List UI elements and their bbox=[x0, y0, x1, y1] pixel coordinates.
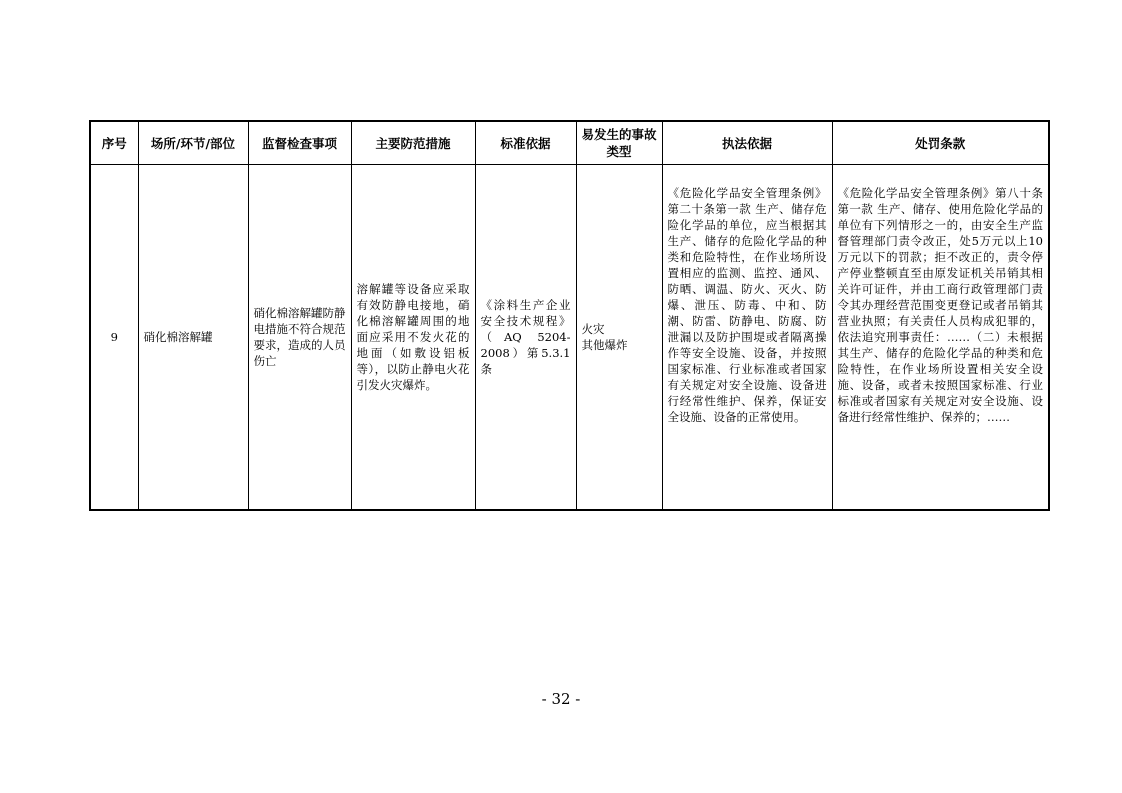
cell-no: 9 bbox=[90, 165, 138, 511]
cell-penalty: 《危险化学品安全管理条例》第八十条第一款 生产、储存、使用危险化学品的单位有下列情形之一的，由安全生产监督管理部门责令改正，处5万元以上10万元以下的罚款；拒不改正的，责令停产停业整顿直至由原发证机关吊销其相关许可证件，并由工商行政管理部门责令其办理经营范围变更登记或者吊销其营业执照；有关责任人员构成犯罪的，依法追究刑事责任：……（二）未根据其生产、储存的危险化学品的种类和危险特性，在作业场所设置相关安全设施、设备，或者未按照国家标准、行业标准或者国家有关规定对安全设施、设备进行经常性维护、保养的；…… bbox=[832, 165, 1049, 511]
header-place: 场所/环节/部位 bbox=[138, 121, 248, 165]
header-penalty: 处罚条款 bbox=[832, 121, 1049, 165]
cell-accident: 火灾 其他爆炸 bbox=[576, 165, 662, 511]
header-law-basis: 执法依据 bbox=[662, 121, 832, 165]
regulation-table bbox=[89, 120, 1050, 511]
table-header-row bbox=[90, 121, 1049, 165]
cell-law-basis: 《危险化学品安全管理条例》第二十条第一款 生产、储存危险化学品的单位，应当根据其生产、储存的危险化学品的种类和危险特性，在作业场所设置相应的监测、监控、通风、防晒、调温、防火、灭火、防爆、泄压、防毒、中和、防潮、防雷、防静电、防腐、防泄漏以及防护围堤或者隔离操作等安全设施、设备，并按照国家标准、行业标准或者国家有关规定对安全设施、设备进行经常性维护、保养，保证安全设施、设备的正常使用。 bbox=[662, 165, 832, 511]
header-measures: 主要防范措施 bbox=[351, 121, 475, 165]
header-item: 监督检查事项 bbox=[248, 121, 351, 165]
header-no: 序号 bbox=[90, 121, 138, 165]
header-standard: 标准依据 bbox=[475, 121, 576, 165]
cell-item: 硝化棉溶解罐防静电措施不符合规范要求，造成的人员伤亡 bbox=[248, 165, 351, 511]
cell-place: 硝化棉溶解罐 bbox=[138, 165, 248, 511]
cell-standard: 《涂料生产企业安全技术规程》（AQ 5204-2008）第5.3.1条 bbox=[475, 165, 576, 511]
cell-measures: 溶解罐等设备应采取有效防静电接地，硝化棉溶解罐周围的地面应采用不发火花的地面（如敷设铝板等），以防止静电火花引发火灾爆炸。 bbox=[351, 165, 475, 511]
table-row bbox=[90, 165, 1049, 511]
header-accident: 易发生的事故类型 bbox=[576, 121, 662, 165]
page-number: - 32 - bbox=[541, 690, 581, 708]
